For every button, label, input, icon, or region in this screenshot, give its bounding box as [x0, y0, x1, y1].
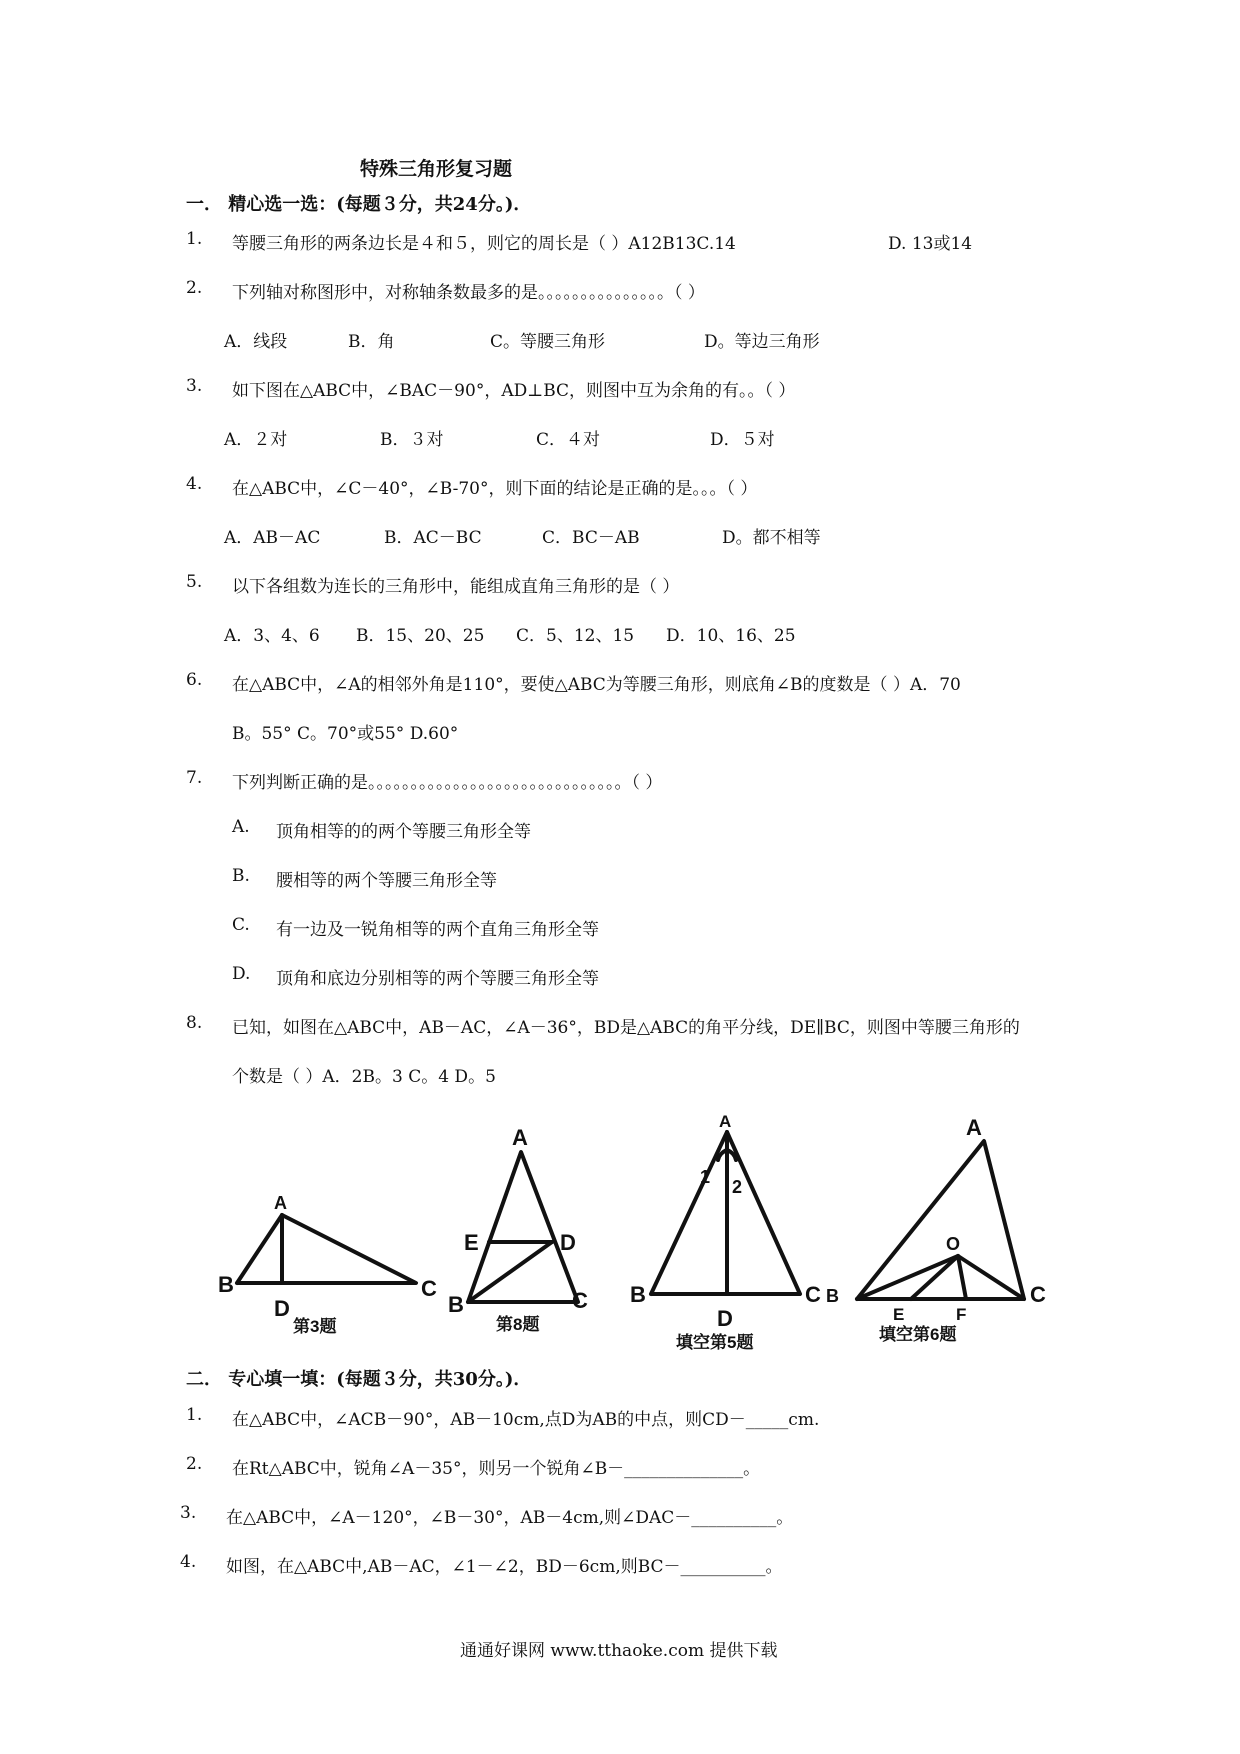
question-text: 在△ABC中，∠ACB－90°，AB－10cm,点D为AB的中点，则CD－_____cm. — [232, 1410, 820, 1430]
question-number: 8. — [186, 1013, 203, 1033]
question-option: D。等边三角形 — [704, 332, 820, 352]
question-number: 4. — [180, 1552, 197, 1572]
question-option: A．线段 — [224, 332, 288, 352]
question-option: B．15、20、25 — [356, 626, 485, 646]
vertex-label: O — [946, 1234, 961, 1254]
question-text: 在Rt△ABC中，锐角∠A－35°，则另一个锐角∠B－______________。 — [232, 1459, 761, 1479]
question-option: D. 13或14 — [888, 234, 973, 254]
option-letter: C. — [232, 915, 250, 935]
option-letter: B. — [232, 866, 250, 886]
question-option: A．２对 — [224, 430, 288, 450]
question-option: C．BC－AB — [542, 528, 640, 548]
question-option: A．AB－AC — [224, 528, 321, 548]
vertex-label: C — [1030, 1282, 1046, 1307]
figure-question-3 — [237, 1215, 416, 1283]
question-text: 在△ABC中，∠A－120°，∠B－30°，AB－4cm,则∠DAC－__________。 — [226, 1508, 794, 1528]
question-number: 1. — [186, 1405, 203, 1425]
question-option: D。都不相等 — [722, 528, 821, 548]
question-option: 顶角和底边分别相等的两个等腰三角形全等 — [276, 969, 599, 989]
section-heading-choice: 一． 精心选一选：(每题３分，共24分。)． — [186, 194, 532, 215]
option-letter: D. — [232, 964, 251, 984]
question-number: 3. — [180, 1503, 197, 1523]
question-text: 下列判断正确的是。。。。。。。。。。。。。。。。。。。。。。。。。。。。。。（ ） — [232, 773, 663, 793]
figure-caption: 填空第6题 — [879, 1325, 957, 1344]
question-option: C。等腰三角形 — [490, 332, 606, 352]
figure-fill-6 — [857, 1141, 1024, 1299]
question-number: 3. — [186, 376, 203, 396]
vertex-label: E — [893, 1305, 905, 1324]
vertex-label: A — [512, 1125, 528, 1150]
vertex-label: D — [560, 1230, 576, 1255]
question-number: 6. — [186, 670, 203, 690]
question-option: C．４对 — [536, 430, 601, 450]
angle-label: 1 — [700, 1167, 711, 1187]
vertex-label: B — [448, 1292, 464, 1317]
question-text: 如图，在△ABC中,AB－AC，∠1－∠2，BD－6cm,则BC－__________。 — [226, 1557, 783, 1577]
option-letter: A. — [232, 817, 250, 837]
question-option: 有一边及一锐角相等的两个直角三角形全等 — [276, 920, 599, 940]
vertex-label: E — [464, 1230, 479, 1255]
triangle-abc — [468, 1152, 578, 1302]
question-option: D．10、16、25 — [666, 626, 796, 646]
vertex-label: B — [218, 1272, 234, 1297]
question-text: 以下各组数为连长的三角形中，能组成直角三角形的是（ ） — [232, 577, 680, 597]
vertex-label: C — [805, 1282, 821, 1307]
question-option: A．3、4、6 — [224, 626, 320, 646]
triangle-abc — [237, 1215, 416, 1283]
figure-caption: 填空第5题 — [676, 1333, 754, 1352]
vertex-label: C — [421, 1276, 437, 1301]
question-text: 下列轴对称图形中，对称轴条数最多的是。。。。。。。。。。。。。。。（ ） — [232, 283, 705, 303]
question-number: 4. — [186, 474, 203, 494]
figure-question-8 — [468, 1152, 578, 1302]
question-text-continued: 个数是（ ）A．2B。3 C。4 D。5 — [232, 1067, 496, 1087]
triangle-abc — [857, 1141, 1024, 1299]
question-option: B．３对 — [380, 430, 444, 450]
question-option: 腰相等的两个等腰三角形全等 — [276, 871, 497, 891]
vertex-label: B — [630, 1282, 646, 1307]
question-option: B．角 — [348, 332, 395, 352]
figure-caption: 第8题 — [496, 1315, 540, 1334]
figure-caption: 第3题 — [293, 1317, 337, 1336]
question-number: 2. — [186, 278, 203, 298]
question-text: 如下图在△ABC中，∠BAC－90°，AD⊥BC，则图中互为余角的有。。（ ） — [232, 381, 796, 401]
vertex-label: C — [572, 1288, 588, 1313]
question-number: 5. — [186, 572, 203, 592]
question-number: 1. — [186, 229, 203, 249]
angle-label: 2 — [732, 1177, 743, 1197]
question-number: 2. — [186, 1454, 203, 1474]
vertex-label: A — [719, 1112, 732, 1131]
vertex-label: D — [274, 1296, 290, 1321]
vertex-label: D — [717, 1306, 733, 1331]
vertex-label: A — [274, 1193, 287, 1213]
segment-oe — [911, 1256, 958, 1299]
question-number: 7. — [186, 768, 203, 788]
footer-source: 通通好课网 www.tthaoke.com 提供下载 — [460, 1641, 778, 1661]
question-option: 顶角相等的的两个等腰三角形全等 — [276, 822, 531, 842]
question-option: B．AC－BC — [384, 528, 482, 548]
question-text: 在△ABC中，∠A的相邻外角是110°，要使△ABC为等腰三角形，则底角∠B的度数是（ ）A．70 — [232, 675, 961, 695]
vertex-label: F — [956, 1305, 967, 1324]
vertex-label: A — [966, 1115, 982, 1140]
question-text: 等腰三角形的两条边长是４和５，则它的周长是（ ）A12B13C.14 — [232, 234, 736, 254]
page-title: 特殊三角形复习题 — [360, 158, 513, 180]
question-text: 在△ABC中，∠C－40°，∠B-70°，则下面的结论是正确的是。。。（ ） — [232, 479, 758, 499]
question-text-continued: B。55° C。70°或55° D.60° — [232, 724, 459, 744]
vertex-label: B — [826, 1286, 839, 1306]
section-heading-fill: 二． 专心填一填：(每题３分，共30分。)． — [186, 1369, 532, 1390]
question-option: D．５对 — [710, 430, 775, 450]
question-option: C．5、12、15 — [516, 626, 635, 646]
question-text: 已知，如图在△ABC中，AB－AC，∠A－36°，BD是△ABC的角平分线，DE∥BC，则图中等腰三角形的 — [232, 1018, 1020, 1038]
figure-fill-5 — [651, 1132, 800, 1294]
